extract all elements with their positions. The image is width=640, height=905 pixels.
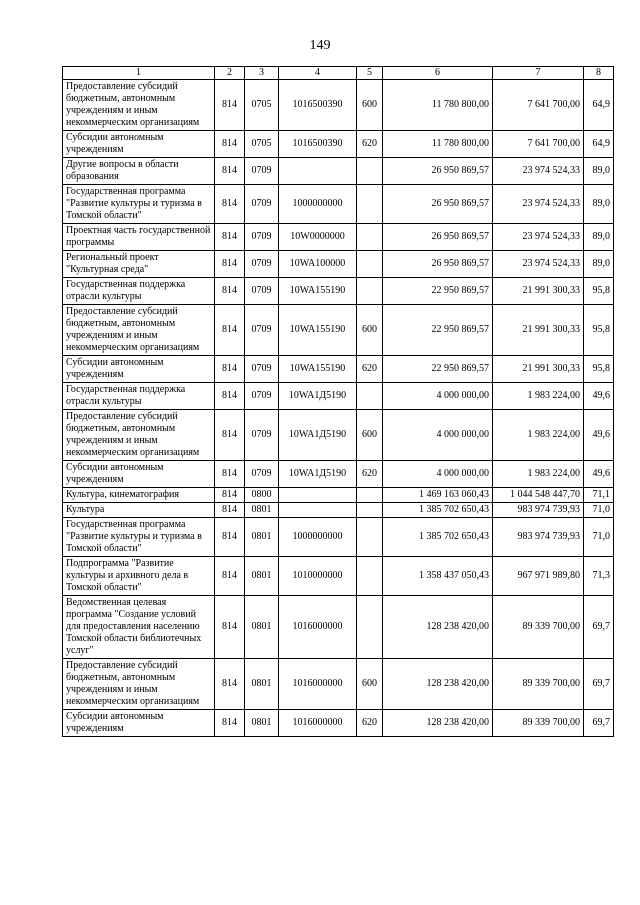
executed-amount-cell: 23 974 524,33	[493, 251, 584, 278]
name-cell: Предоставление субсидий бюджетным, автономным учреждениям и иным некоммерческим организациям	[63, 305, 215, 356]
percent-cell: 95,8	[584, 305, 614, 356]
table-row	[63, 356, 614, 383]
table-row	[63, 224, 614, 251]
expense-type-cell	[357, 251, 383, 278]
grbs-cell: 814	[215, 488, 245, 503]
name-cell: Государственная поддержка отрасли культуры	[63, 278, 215, 305]
executed-amount-cell: 89 339 700,00	[493, 596, 584, 659]
grbs-cell: 814	[215, 278, 245, 305]
expense-type-cell: 620	[357, 356, 383, 383]
executed-amount-cell: 89 339 700,00	[493, 710, 584, 737]
plan-amount-cell: 26 950 869,57	[383, 251, 493, 278]
plan-amount-cell: 26 950 869,57	[383, 185, 493, 224]
section-cell: 0800	[245, 488, 279, 503]
plan-amount-cell: 22 950 869,57	[383, 356, 493, 383]
table-row	[63, 518, 614, 557]
expense-type-cell: 620	[357, 710, 383, 737]
plan-amount-cell: 128 238 420,00	[383, 596, 493, 659]
name-cell: Ведомственная целевая программа "Создание условий для предоставления населению Томской области библиотечных услуг"	[63, 596, 215, 659]
expense-type-cell	[357, 185, 383, 224]
plan-amount-cell: 4 000 000,00	[383, 461, 493, 488]
section-cell: 0709	[245, 278, 279, 305]
percent-cell: 71,0	[584, 518, 614, 557]
table-row	[63, 383, 614, 410]
grbs-cell: 814	[215, 659, 245, 710]
percent-cell: 49,6	[584, 410, 614, 461]
name-cell: Государственная программа "Развитие культуры и туризма в Томской области"	[63, 185, 215, 224]
table-row	[63, 158, 614, 185]
name-cell: Субсидии автономным учреждениям	[63, 710, 215, 737]
executed-amount-cell: 1 044 548 447,70	[493, 488, 584, 503]
target-code-cell: 1016500390	[279, 80, 357, 131]
target-code-cell: 10WA100000	[279, 251, 357, 278]
grbs-cell: 814	[215, 383, 245, 410]
percent-cell: 49,6	[584, 461, 614, 488]
grbs-cell: 814	[215, 356, 245, 383]
section-cell: 0801	[245, 557, 279, 596]
target-code-cell: 1016000000	[279, 710, 357, 737]
target-code-cell: 10WA155190	[279, 278, 357, 305]
target-code-cell	[279, 488, 357, 503]
header-cell-5: 5	[357, 67, 383, 80]
expense-type-cell: 620	[357, 131, 383, 158]
header-cell-8: 8	[584, 67, 614, 80]
expense-type-cell: 600	[357, 305, 383, 356]
percent-cell: 95,8	[584, 356, 614, 383]
table-row	[63, 596, 614, 659]
percent-cell: 71,0	[584, 503, 614, 518]
grbs-cell: 814	[215, 224, 245, 251]
executed-amount-cell: 983 974 739,93	[493, 518, 584, 557]
table-row	[63, 710, 614, 737]
name-cell: Предоставление субсидий бюджетным, автономным учреждениям и иным некоммерческим организациям	[63, 410, 215, 461]
percent-cell: 69,7	[584, 710, 614, 737]
expense-type-cell	[357, 278, 383, 305]
plan-amount-cell: 4 000 000,00	[383, 410, 493, 461]
executed-amount-cell: 1 983 224,00	[493, 410, 584, 461]
percent-cell: 89,0	[584, 251, 614, 278]
expense-type-cell	[357, 158, 383, 185]
expense-type-cell	[357, 557, 383, 596]
executed-amount-cell: 7 641 700,00	[493, 131, 584, 158]
name-cell: Субсидии автономным учреждениям	[63, 356, 215, 383]
percent-cell: 89,0	[584, 224, 614, 251]
section-cell: 0709	[245, 356, 279, 383]
table-row	[63, 410, 614, 461]
section-cell: 0705	[245, 131, 279, 158]
target-code-cell: 10WA1Д5190	[279, 461, 357, 488]
expense-type-cell: 620	[357, 461, 383, 488]
executed-amount-cell: 1 983 224,00	[493, 461, 584, 488]
table-row	[63, 185, 614, 224]
plan-amount-cell: 26 950 869,57	[383, 224, 493, 251]
grbs-cell: 814	[215, 131, 245, 158]
target-code-cell: 10WA1Д5190	[279, 383, 357, 410]
expense-type-cell	[357, 503, 383, 518]
grbs-cell: 814	[215, 461, 245, 488]
page-number: 149	[309, 38, 331, 53]
target-code-cell	[279, 503, 357, 518]
executed-amount-cell: 7 641 700,00	[493, 80, 584, 131]
name-cell: Культура, кинематография	[63, 488, 215, 503]
percent-cell: 89,0	[584, 185, 614, 224]
plan-amount-cell: 22 950 869,57	[383, 305, 493, 356]
expense-type-cell: 600	[357, 410, 383, 461]
section-cell: 0709	[245, 383, 279, 410]
grbs-cell: 814	[215, 503, 245, 518]
header-cell-6: 6	[383, 67, 493, 80]
percent-cell: 69,7	[584, 659, 614, 710]
budget-table	[62, 66, 614, 737]
header-row	[63, 67, 614, 80]
grbs-cell: 814	[215, 158, 245, 185]
header-cell-7: 7	[493, 67, 584, 80]
target-code-cell: 10W0000000	[279, 224, 357, 251]
section-cell: 0801	[245, 503, 279, 518]
grbs-cell: 814	[215, 251, 245, 278]
name-cell: Культура	[63, 503, 215, 518]
expense-type-cell	[357, 383, 383, 410]
name-cell: Подпрограмма "Развитие культуры и архивного дела в Томской области"	[63, 557, 215, 596]
plan-amount-cell: 11 780 800,00	[383, 131, 493, 158]
plan-amount-cell: 128 238 420,00	[383, 659, 493, 710]
grbs-cell: 814	[215, 305, 245, 356]
target-code-cell: 10WA1Д5190	[279, 410, 357, 461]
percent-cell: 95,8	[584, 278, 614, 305]
header-cell-2: 2	[215, 67, 245, 80]
grbs-cell: 814	[215, 596, 245, 659]
table-row	[63, 557, 614, 596]
name-cell: Проектная часть государственной программы	[63, 224, 215, 251]
executed-amount-cell: 23 974 524,33	[493, 224, 584, 251]
plan-amount-cell: 4 000 000,00	[383, 383, 493, 410]
table-row	[63, 251, 614, 278]
section-cell: 0709	[245, 185, 279, 224]
table-row	[63, 659, 614, 710]
target-code-cell	[279, 158, 357, 185]
name-cell: Субсидии автономным учреждениям	[63, 131, 215, 158]
table-row	[63, 80, 614, 131]
expense-type-cell	[357, 596, 383, 659]
grbs-cell: 814	[215, 710, 245, 737]
executed-amount-cell: 983 974 739,93	[493, 503, 584, 518]
plan-amount-cell: 1 358 437 050,43	[383, 557, 493, 596]
plan-amount-cell: 11 780 800,00	[383, 80, 493, 131]
grbs-cell: 814	[215, 557, 245, 596]
table-row	[63, 461, 614, 488]
expense-type-cell	[357, 488, 383, 503]
target-code-cell: 1016500390	[279, 131, 357, 158]
grbs-cell: 814	[215, 80, 245, 131]
executed-amount-cell: 23 974 524,33	[493, 185, 584, 224]
executed-amount-cell: 23 974 524,33	[493, 158, 584, 185]
name-cell: Субсидии автономным учреждениям	[63, 461, 215, 488]
executed-amount-cell: 89 339 700,00	[493, 659, 584, 710]
expense-type-cell: 600	[357, 80, 383, 131]
expense-type-cell	[357, 224, 383, 251]
target-code-cell: 1016000000	[279, 659, 357, 710]
name-cell: Региональный проект "Культурная среда"	[63, 251, 215, 278]
grbs-cell: 814	[215, 518, 245, 557]
section-cell: 0709	[245, 158, 279, 185]
grbs-cell: 814	[215, 185, 245, 224]
percent-cell: 64,9	[584, 131, 614, 158]
target-code-cell: 1000000000	[279, 518, 357, 557]
percent-cell: 64,9	[584, 80, 614, 131]
plan-amount-cell: 1 469 163 060,43	[383, 488, 493, 503]
plan-amount-cell: 1 385 702 650,43	[383, 518, 493, 557]
grbs-cell: 814	[215, 410, 245, 461]
header-cell-3: 3	[245, 67, 279, 80]
plan-amount-cell: 128 238 420,00	[383, 710, 493, 737]
section-cell: 0709	[245, 461, 279, 488]
section-cell: 0709	[245, 305, 279, 356]
percent-cell: 69,7	[584, 596, 614, 659]
plan-amount-cell: 1 385 702 650,43	[383, 503, 493, 518]
percent-cell: 49,6	[584, 383, 614, 410]
section-cell: 0709	[245, 224, 279, 251]
target-code-cell: 1010000000	[279, 557, 357, 596]
percent-cell: 71,1	[584, 488, 614, 503]
section-cell: 0801	[245, 710, 279, 737]
table-row	[63, 488, 614, 503]
section-cell: 0709	[245, 251, 279, 278]
section-cell: 0801	[245, 518, 279, 557]
table-row	[63, 131, 614, 158]
target-code-cell: 10WA155190	[279, 305, 357, 356]
executed-amount-cell: 21 991 300,33	[493, 356, 584, 383]
table-row	[63, 503, 614, 518]
percent-cell: 89,0	[584, 158, 614, 185]
table-row	[63, 278, 614, 305]
name-cell: Государственная поддержка отрасли культуры	[63, 383, 215, 410]
target-code-cell: 10WA155190	[279, 356, 357, 383]
name-cell: Предоставление субсидий бюджетным, автономным учреждениям и иным некоммерческим организациям	[63, 80, 215, 131]
section-cell: 0709	[245, 410, 279, 461]
table-row	[63, 305, 614, 356]
plan-amount-cell: 22 950 869,57	[383, 278, 493, 305]
percent-cell: 71,3	[584, 557, 614, 596]
executed-amount-cell: 21 991 300,33	[493, 278, 584, 305]
name-cell: Государственная программа "Развитие культуры и туризма в Томской области"	[63, 518, 215, 557]
section-cell: 0705	[245, 80, 279, 131]
header-cell-4: 4	[279, 67, 357, 80]
target-code-cell: 1016000000	[279, 596, 357, 659]
target-code-cell: 1000000000	[279, 185, 357, 224]
executed-amount-cell: 967 971 989,80	[493, 557, 584, 596]
section-cell: 0801	[245, 596, 279, 659]
expense-type-cell: 600	[357, 659, 383, 710]
name-cell: Предоставление субсидий бюджетным, автономным учреждениям и иным некоммерческим организациям	[63, 659, 215, 710]
section-cell: 0801	[245, 659, 279, 710]
plan-amount-cell: 26 950 869,57	[383, 158, 493, 185]
executed-amount-cell: 1 983 224,00	[493, 383, 584, 410]
header-cell-1: 1	[63, 67, 215, 80]
executed-amount-cell: 21 991 300,33	[493, 305, 584, 356]
name-cell: Другие вопросы в области образования	[63, 158, 215, 185]
expense-type-cell	[357, 518, 383, 557]
